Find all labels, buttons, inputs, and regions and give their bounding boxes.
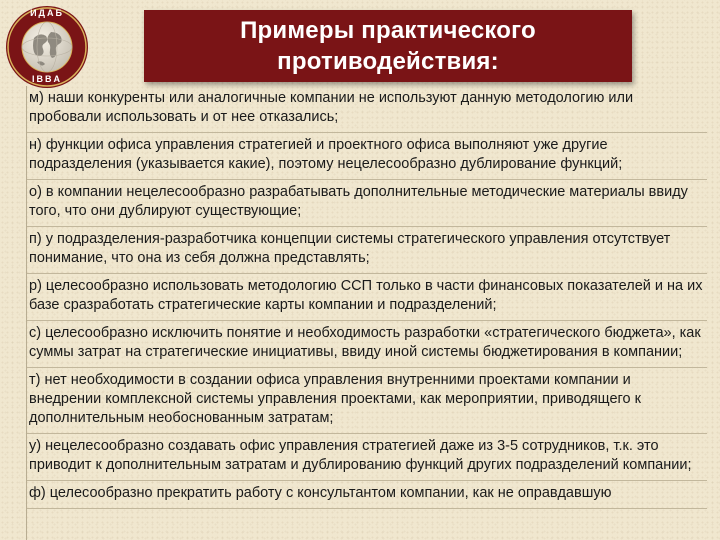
title-line-2: противодействия: [277,48,499,75]
list-item: м) наши конкуренты или аналогичные компании не используют данную методологию или пробовали использовать и от нее отказались; [27,86,707,133]
logo-text-bottom: IBBA [32,74,62,84]
organization-logo [4,4,90,90]
title-banner [144,10,632,82]
content-list [26,86,707,540]
list-item: о) в компании нецелесообразно разрабатывать дополнительные методические материалы ввиду того, что они дублируют существующие; [27,180,707,227]
list-item: п) у подразделения-разработчика концепции системы стратегического управления отсутствует понимание, что она из себя должна представлять; [27,227,707,274]
list-item: т) нет необходимости в создании офиса управления внутренними проектами компании и внедрении комплексной системы управления проектами, как мероприятии, приводящего к дополнительным необоснованным затратам; [27,368,707,434]
title-line-1: Примеры практического [240,17,536,44]
list-item: н) функции офиса управления стратегией и проектного офиса выполняют уже другие подразделения (указывается какие), поэтому нецелесообразно дублирование функций; [27,133,707,180]
list-item: ф) целесообразно прекратить работу с консультантом компании, как не оправдавшую [27,481,707,509]
list-item: р) целесообразно использовать методологию ССП только в части финансовых показателей и на их базе сразработать стратегические карты компании и подразделений; [27,274,707,321]
logo-text-top: ИДАБ [30,8,64,18]
list-item: у) нецелесообразно создавать офис управления стратегией даже из 3-5 сотрудников, т.к. это приводит к дополнительным затратам и дублированию функций других подразделений компании; [27,434,707,481]
list-item: с) целесообразно исключить понятие и необходимость разработки «стратегического бюджета», как суммы затрат на стратегические инициативы, ввиду иной системы бюджетирования в компании; [27,321,707,368]
